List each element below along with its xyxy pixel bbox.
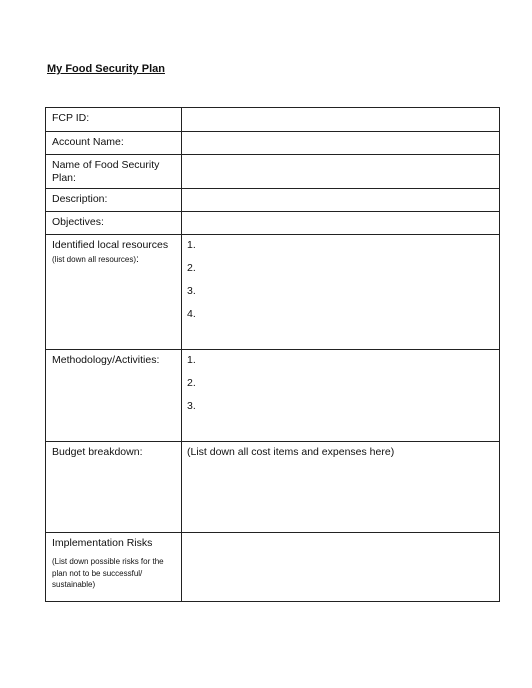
- methodology-label-text: Methodology/Activities:: [52, 354, 160, 366]
- form-row-description: [46, 189, 500, 212]
- budget-label-text: Budget breakdown:: [52, 446, 143, 458]
- implementation-risks-hint: (List down possible risks for the plan not to be successful/ sustainable): [52, 557, 164, 589]
- local-resources-hint: [52, 254, 175, 265]
- budget-field[interactable]: [182, 442, 500, 533]
- page-title: My Food Security Plan: [47, 63, 165, 75]
- implementation-risks-field[interactable]: [182, 533, 500, 602]
- form-row-plan-name: [46, 155, 500, 189]
- form-row-local-resources: [46, 235, 500, 350]
- account-name-label-text: Account Name:: [52, 136, 124, 148]
- activity-item-2: 2.: [187, 377, 196, 389]
- plan-name-label: [46, 155, 182, 189]
- resource-item-2: 2.: [187, 262, 196, 274]
- methodology-field[interactable]: [182, 350, 500, 442]
- implementation-risks-label-text: Implementation Risks: [52, 537, 153, 549]
- account-name-field[interactable]: [182, 132, 500, 155]
- fcp-id-label: [46, 108, 182, 132]
- form-row-fcp-id: [46, 108, 500, 132]
- activity-item-1: 1.: [187, 354, 196, 366]
- local-resources-note: (list down all resources): [52, 255, 137, 264]
- resource-item-4: 4.: [187, 308, 196, 320]
- fcp-id-label-text: FCP ID:: [52, 112, 90, 124]
- local-resources-note-colon: :: [136, 253, 139, 265]
- implementation-risks-label: [46, 533, 182, 602]
- budget-instruction: (List down all cost items and expenses here): [187, 446, 395, 458]
- local-resources-field[interactable]: [182, 235, 500, 350]
- resource-item-3: 3.: [187, 285, 196, 297]
- budget-label: [46, 442, 182, 533]
- description-label-text: Description:: [52, 193, 108, 205]
- activity-item-3: 3.: [187, 400, 196, 412]
- objectives-label: [46, 212, 182, 235]
- form-row-account-name: [46, 132, 500, 155]
- objectives-label-text: Objectives:: [52, 216, 104, 228]
- resource-item-1: 1.: [187, 239, 196, 251]
- form-row-objectives: [46, 212, 500, 235]
- description-field[interactable]: [182, 189, 500, 212]
- plan-name-field[interactable]: [182, 155, 500, 189]
- description-label: [46, 189, 182, 212]
- form-row-budget: [46, 442, 500, 533]
- objectives-field[interactable]: [182, 212, 500, 235]
- local-resources-label: [46, 235, 182, 350]
- local-resources-label-text: Identified local resources: [52, 239, 169, 251]
- account-name-label: [46, 132, 182, 155]
- plan-name-label-text: Name of Food Security Plan:: [52, 159, 160, 184]
- methodology-label: [46, 350, 182, 442]
- food-security-plan-form: [45, 107, 500, 602]
- form-row-methodology: [46, 350, 500, 442]
- form-row-implementation-risks: [46, 533, 500, 602]
- fcp-id-field[interactable]: [182, 108, 500, 132]
